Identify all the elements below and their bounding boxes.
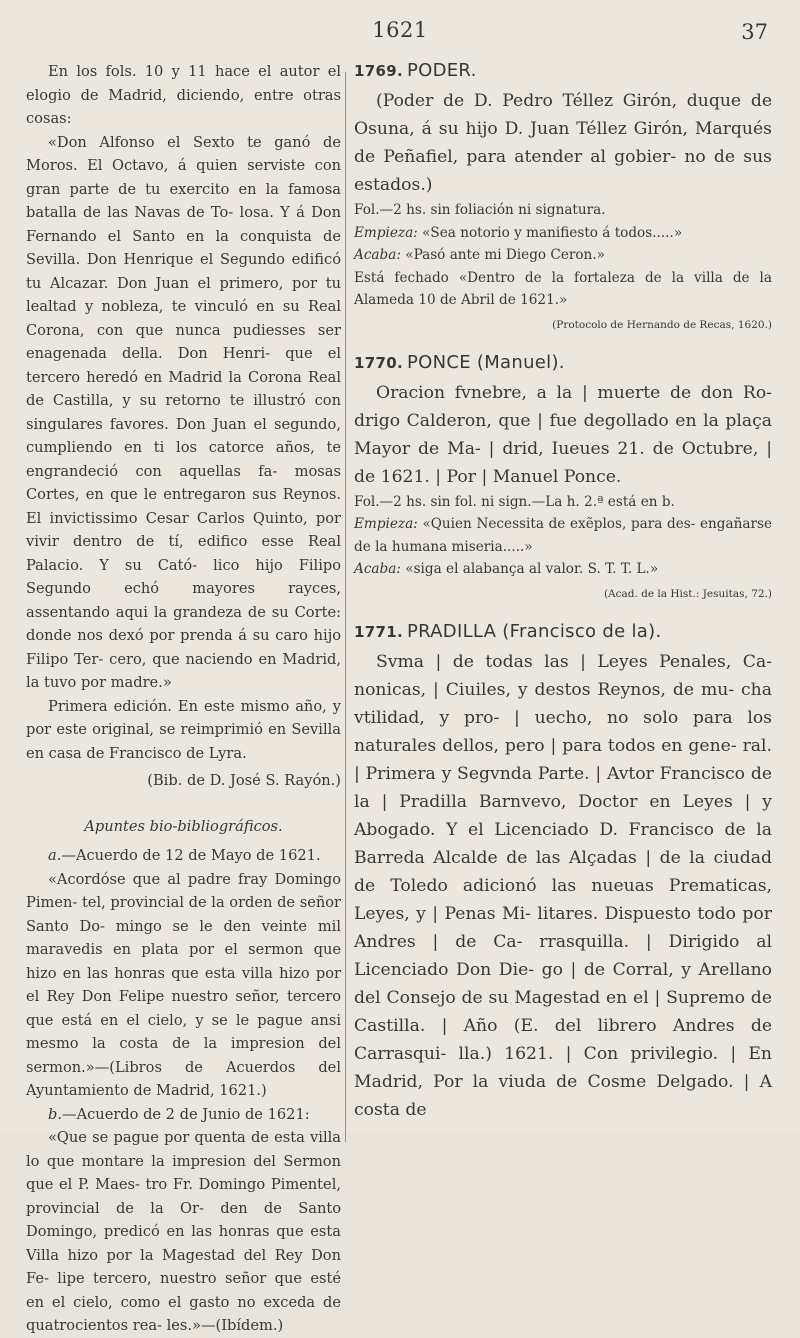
incipit-text: «Sea notorio y manifiesto á todos.....» <box>422 224 683 241</box>
explicit-label: Acaba: <box>354 561 401 577</box>
explicit-text: «siga el alabança al valor. S. T. T. L.» <box>405 561 659 577</box>
note-a-quote: «Acordóse que al padre fray Domingo Pimen- tel, provincial de la orden de señor Santo Do- mingo se le den veinte mil maravedis en plata por el sermon que hizo en las honras que esta villa hizo por el Rey Don Felipe nuestro señor, tercero que está en el cielo, y se le pague ansi mesmo la costa de la impresion del sermon.»—(Libros de Acuerdos del Ayuntamiento de Madrid, 1621.) <box>26 870 341 1099</box>
entry-title: (Poder de D. Pedro Téllez Girón, duque de Osuna, á su hijo D. Juan Téllez Girón, Marqués de Peñafiel, para atender al gobier- no de sus estados.) <box>354 91 772 195</box>
note-b-quote: «Que se pague por quenta de esta villa lo que montare la impresion del Sermon que el P. Maes- tro Fr. Domingo Pimentel, provincial de la Or- den de Santo Domingo, predicó en las honras que esta Villa hizo por la Magestad del Rey Don Fe- lipe tercero, nuestro señor que esté en el cielo, como el gasto no exceda de quatrocientos rea- les.»—(Ibídem.) <box>26 1129 341 1334</box>
running-head-year: 1621 <box>372 18 428 42</box>
entry-heading-text: PODER. <box>406 60 477 81</box>
entry-number: 1771. <box>354 622 403 641</box>
source-citation: (Bib. de D. José S. Rayón.) <box>147 772 341 789</box>
entry-number: 1769. <box>354 62 403 80</box>
note-b <box>26 1103 341 1127</box>
incipit-label: Empieza: <box>354 516 418 532</box>
note-b-label: b. <box>48 1105 62 1123</box>
note-a <box>26 844 341 868</box>
entry-note: Está fechado «Dentro de la fortaleza de la villa de la Alameda 10 de Abril de 1621.» <box>354 269 772 308</box>
note-a-label: a. <box>48 847 62 864</box>
entry-collation: Fol.—2 hs. sin fol. ni sign.—La h. 2.ª está en b. <box>354 493 675 510</box>
entry-1771 <box>354 621 772 1124</box>
quotation-madrid: «Don Alfonso el Sexto te ganó de Moros. El Octavo, á quien serviste con gran parte de tu exercito en la famosa batalla de las Navas de To- losa. Y á Don Fernando el Santo en la conquista de Sevilla. Don Henrique el Segundo edificó tu Alcazar. Don Juan el primero, por tu lealtad y nobleza, te vinculó en su Real Corona, con que nunca pudiesses ser enagenada della. Don Henri- que el tercero heredó en Madrid la Corona Real de Castilla, y su retorno te illustró con singulares favores. Don Juan el segundo, cumpliendo en ti los catorce años, te engrandeció con aquellas fa- mosas Cortes, en que le entregaron sus Reynos. El invictissimo Cesar Carlos Quinto, por vivir dentro de tí, edifico esse Real Palacio. Y su Cató- lico hijo Filipo Segundo echó mayores rayces, assentando aqui la grandeza de su Corte: donde nos dexó por prenda á su caro hijo Filipo Ter- cero, que naciendo en Madrid, la tuvo por madre.» <box>26 133 341 691</box>
page-number: 37 <box>741 20 768 44</box>
incipit-text: «Quien Necessita de exẽplos, para des- engañarse de la humana miseria.....» <box>354 516 772 555</box>
entry-number: 1770. <box>354 353 403 372</box>
left-column <box>26 60 341 1338</box>
entry-heading <box>354 352 772 373</box>
note-a-text: —Acuerdo de 12 de Mayo de 1621. <box>61 847 321 864</box>
entry-1769 <box>354 60 772 334</box>
entry-explicit <box>354 558 772 581</box>
paragraph-edition: Primera edición. En este mismo año, y por este original, se reimprimió en Sevilla en casa de Francisco de Lyra. <box>26 697 341 762</box>
entry-title: Svma | de todas las | Leyes Penales, Ca- nonicas, | Ciuiles, y destos Reynos, de mu- cha vtilidad, y pro- | uecho, no solo para los naturales dellos, pero | para todos en gene- ral. | Primera y Segvnda Parte. | Avtor Francisco de la | Pradilla Barnvevo, Doctor en Leyes | y Abogado. Y el Licenciado D. Francisco de la Barreda Alcalde de las Alçadas | de la ciudad de Toledo adicionó las nueuas Prematicas, Leyes, y | Penas Mi- litares. Dispuesto todo por Andres | de Ca- rrasquilla. | Dirigido al Licenciado Don Die- go | de Corral, y Arellano del Consejo de su Magestad en el | Supremo de Castilla. | Año (E. del librero Andres de Carrasqui- lla.) 1621. | Con privilegio. | En Madrid, Por la viuda de Cosme Delgado. | A costa de <box>354 651 772 1120</box>
entry-heading-text: PONCE (Manuel). <box>406 351 565 373</box>
entry-title: Oracion fvnebre, a la | muerte de don Ro- drigo Calderon, que | fue degollado en la plaça Mayor de Ma- | drid, Iueues 21. de Octubre, | de 1621. | Por | Manuel Ponce. <box>354 382 772 487</box>
section-heading-apuntes: Apuntes bio-bibliográficos. <box>84 817 283 835</box>
entry-heading <box>354 60 772 81</box>
right-column <box>354 60 772 1142</box>
entry-incipit <box>354 513 772 558</box>
entry-1770 <box>354 352 772 603</box>
paragraph-intro: En los fols. 10 y 11 hace el autor el elogio de Madrid, diciendo, entre otras cosas: <box>26 63 341 127</box>
entry-source: (Acad. de la Hist.: Jesuitas, 72.) <box>603 587 772 600</box>
entry-heading <box>354 621 772 642</box>
explicit-text: «Pasó ante mi Diego Ceron.» <box>405 247 605 263</box>
incipit-label: Empieza: <box>354 224 418 241</box>
entry-explicit <box>354 244 772 267</box>
note-b-text: —Acuerdo de 2 de Junio de 1621: <box>61 1105 310 1123</box>
explicit-label: Acaba: <box>354 247 401 263</box>
entry-heading-text: PRADILLA (Francisco de la). <box>406 620 662 642</box>
entry-source: (Protocolo de Hernando de Recas, 1620.) <box>552 318 772 331</box>
entry-collation: Fol.—2 hs. sin foliación ni signatura. <box>354 202 606 218</box>
entry-incipit <box>354 222 772 245</box>
